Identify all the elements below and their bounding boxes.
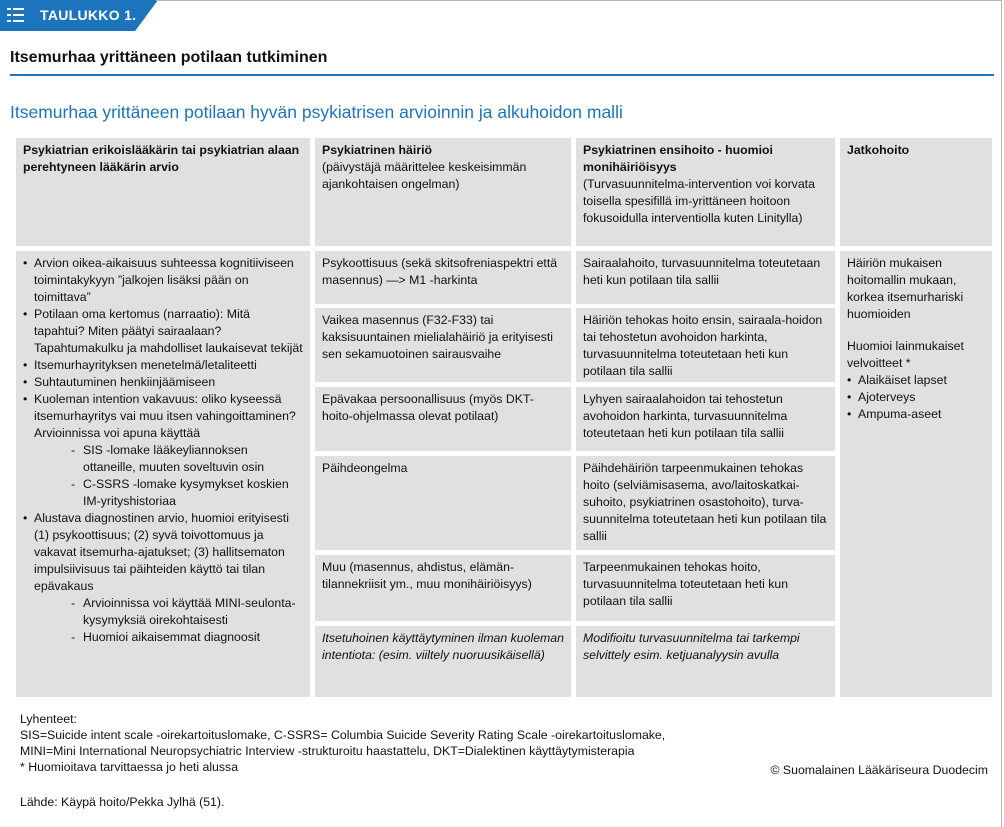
disorder-cell-1: Psykoottisuus (sekä skitsofreniaspektri että masennus) —> M1 -harkinta <box>315 251 571 304</box>
list-item: - Huomioi aikaisemmat diagnoosit <box>83 629 303 646</box>
disorder-cell-5: Muu (masennus, ahdistus, elämän-tilannekriisit ym., muu monihäiriöisyys) <box>315 555 571 621</box>
header-assessment-title: Psykiatrian erikoislääkärin tai psykiatrian alaan perehtyneen lääkärin arvio <box>23 143 300 174</box>
footnote-line-2: MINI=Mini International Neuropsychiatric Interview -strukturoitu haastattelu, DKT=Dialektinen käyttäytymisterapia <box>20 744 635 758</box>
assessment-sublist-b <box>23 595 303 646</box>
header-followup-title: Jatkohoito <box>847 143 910 157</box>
disorder-cell-2: Vaikea masennus (F32-F33) tai kaksisuuntainen mielialahäiriö ja erityisesti sen sekamuotoinen sairausvaihe <box>315 308 571 382</box>
assessment-list-a <box>23 255 303 442</box>
list-item: • Alaikäiset lapset <box>858 372 985 389</box>
list-item: • Itsemurhayrityksen menetelmä/letaliteetti <box>34 357 303 374</box>
followup-text-1: Häiriön mukaisen hoitomallin mukaan, korkea itsemurhariski huomioiden <box>847 256 964 321</box>
list-item: - C-SSRS -lomake kysymykset koskien IM-yrityshistoriaa <box>83 476 303 510</box>
assessment-sublist-a <box>23 442 303 510</box>
list-item: • Arvion oikea-aikaisuus suhteessa kognitiiviseen toimintakykyyn ”jalkojen lisäksi pään on toimittava” <box>34 255 303 306</box>
header-first-aid-title: Psykiatrinen ensihoito - huomioi monihäiriöisyys <box>583 143 773 174</box>
disorder-cell-4: Päihdeongelma <box>315 456 571 550</box>
followup-cell <box>840 251 992 697</box>
disorder-cell-6: Itsetuhoinen käyttäytyminen ilman kuoleman intentiota: (esim. viiltely nuoruusikäisellä) <box>315 626 571 697</box>
care-cell-3: Lyhyen sairaalahoidon tai tehostetun avohoidon harkinta, turvasuunnitelma toteutetaan heti kun potilaan tila sallii <box>576 387 835 451</box>
list-item: • Ajoterveys <box>858 389 985 406</box>
assessment-list-b <box>23 510 303 595</box>
followup-text-2: Huomioi lainmukaiset velvoitteet * <box>847 339 964 370</box>
copyright: © Suomalainen Lääkäriseura Duodecim <box>770 763 988 777</box>
header-assessment <box>16 138 310 246</box>
page-title: Itsemurhaa yrittäneen potilaan tutkiminen <box>10 49 328 66</box>
care-cell-5: Tarpeenmukainen tehokas hoito, turvasuunnitelma toteutetaan heti kun potilaan tila sallii <box>576 555 835 621</box>
care-cell-2: Häiriön tehokas hoito ensin, sairaala-hoidon tai tehostetun avohoidon harkinta, turvasuunnitelma toteutetaan heti kun potilaan tila sallii <box>576 308 835 382</box>
footnote-line-1: SIS=Suicide intent scale -oirekartoituslomake, C-SSRS= Columbia Suicide Severity Rating Scale -oirekartoituslomake, <box>20 728 666 742</box>
header-disorder <box>315 138 571 246</box>
care-cell-4: Päihdehäiriön tarpeenmukainen tehokas hoito (selviämisasema, avo/laitoskatkai-suhoito, psykiatrinen osastohoito), turva-suunnitelma toteutetaan heti kun potilaan tila sallii <box>576 456 835 550</box>
header-followup <box>840 138 992 246</box>
list-item: • Ampuma-aseet <box>858 406 985 423</box>
disorder-cell-3: Epävakaa persoonallisuus (myös DKT-hoito-ohjelmassa olevat potilaat) <box>315 387 571 451</box>
tab-label: TAULUKKO 1. <box>40 7 137 23</box>
frame-right-border <box>1001 0 1002 827</box>
list-item: • Alustava diagnostinen arvio, huomioi erityisesti (1) psykoottisuus; (2) syvä toivottomuus ja vakavat itsemurha-ajatukset; (3) hallitsematon impulsiivisuus tai päihteiden käyttö tai tilan epävakaus <box>34 510 303 595</box>
list-item: • Kuoleman intention vakavuus: oliko kyseessä itsemurhayritys vai muu itsen vahingoittaminen? Arvioinnissa voi apuna käyttää <box>34 391 303 442</box>
assessment-cell <box>16 251 310 697</box>
care-cell-1: Sairaalahoito, turvasuunnitelma toteutetaan heti kun potilaan tila sallii <box>576 251 835 304</box>
title-divider <box>10 74 994 76</box>
care-cell-6: Modifioitu turvasuunnitelma tai tarkempi selvittely esim. ketjuanalyysin avulla <box>576 626 835 697</box>
table-subtitle: Itsemurhaa yrittäneen potilaan hyvän psykiatrisen arvioinnin ja alkuhoidon malli <box>10 102 623 122</box>
list-item: • Potilaan oma kertomus (narraatio): Mitä tapahtui? Miten päätyi sairaalaan? Tapahtumakulku ja mahdolliset laukaisevat tekijät <box>34 306 303 357</box>
table-grid <box>16 138 992 697</box>
table-list-icon <box>0 0 31 31</box>
footnote-line-3: * Huomioitava tarvittaessa jo heti alussa <box>20 760 239 774</box>
list-item: • Suhtautuminen henkiinjäämiseen <box>34 374 303 391</box>
header-disorder-title: Psykiatrinen häiriö <box>322 143 433 157</box>
source-note: Lähde: Käypä hoito/Pekka Jylhä (51). <box>20 795 225 809</box>
header-disorder-sub: (päivystäjä määrittelee keskeisimmän ajankohtaisen ongelman) <box>322 160 527 191</box>
header-first-aid <box>576 138 835 246</box>
footnote-heading: Lyhenteet: <box>20 712 77 726</box>
followup-list <box>847 372 985 423</box>
frame-top-border <box>156 0 1002 1</box>
list-item: - SIS -lomake lääkeyliannoksen ottaneille, muuten soveltuvin osin <box>83 442 303 476</box>
list-item: - Arvioinnissa voi käyttää MINI-seulonta-kysymyksiä oirekohtaisesti <box>83 595 303 629</box>
header-first-aid-sub: (Turvasuunnitelma-intervention voi korvata toisella spesifillä im-yrittäneen hoitoon fokusoidulla interventiolla kuten Linitylla) <box>583 177 815 225</box>
